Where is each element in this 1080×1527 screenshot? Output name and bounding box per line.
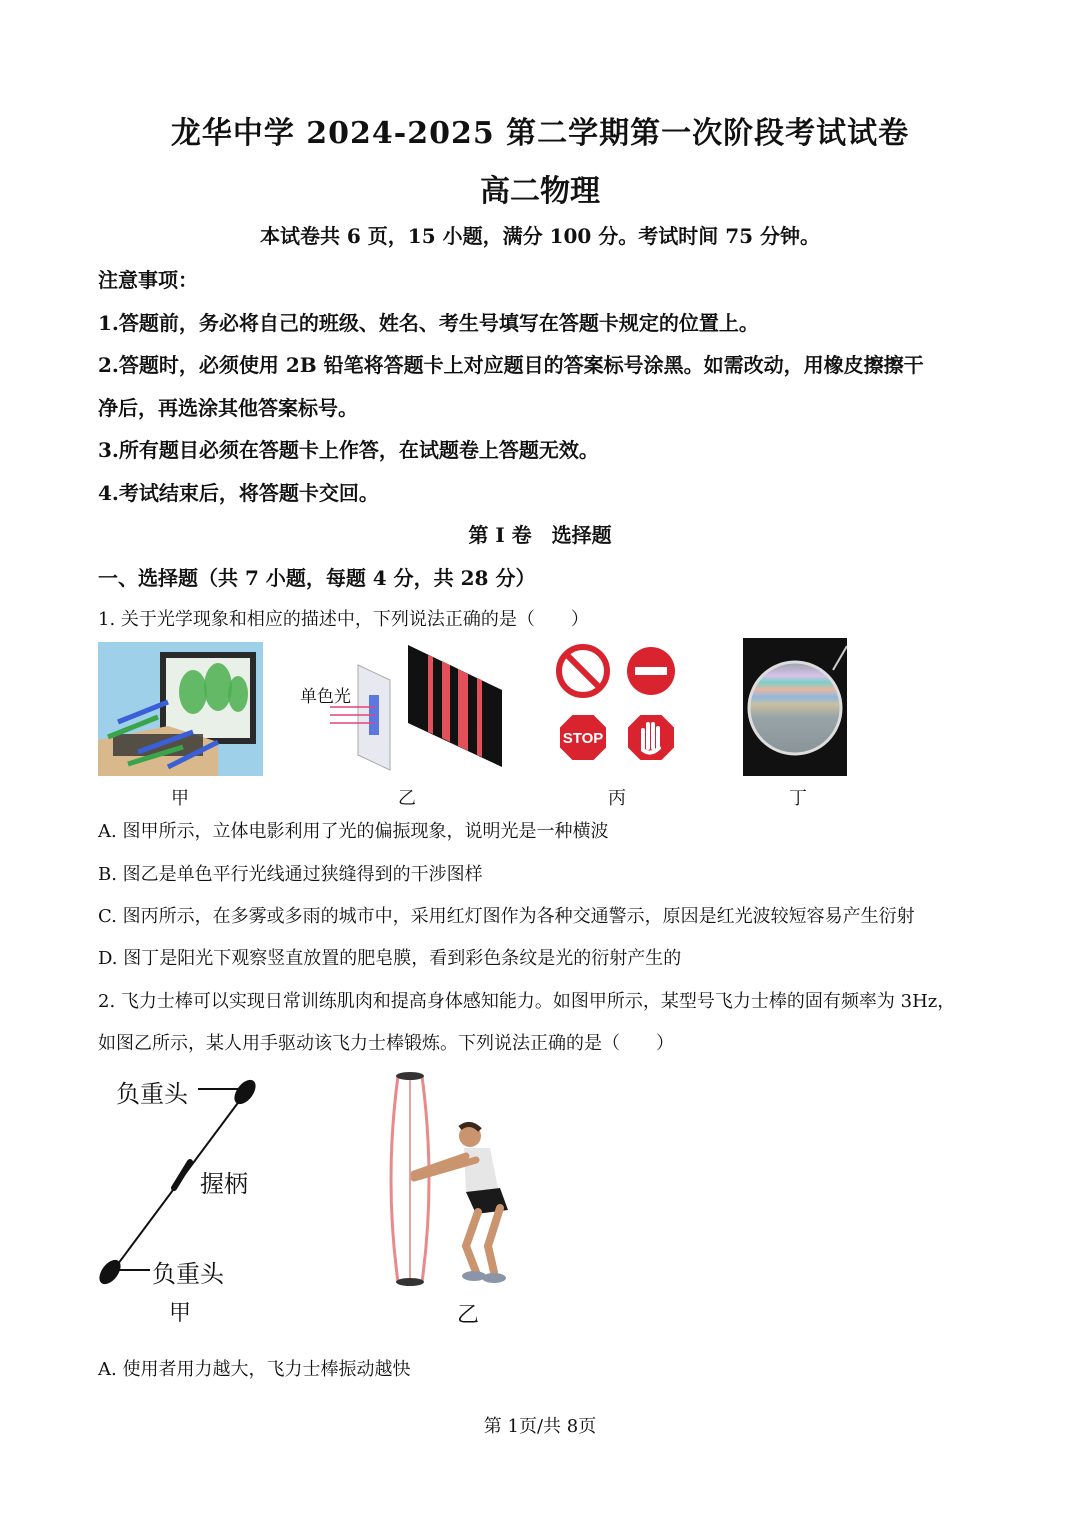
label-grip: 握柄 [200,1170,248,1198]
question-2-stem: 2. 飞力士棒可以实现日常训练肌肉和提高身体感知能力。如图甲所示，某型号飞力士棒的固有频率为 3Hz， [98,991,956,1012]
note-item: 3.所有题目必须在答题卡上作答，在试题卷上答题无效。 [98,438,599,462]
option-b: B. 图乙是单色平行光线通过狭缝得到的干涉图样 [98,864,483,885]
question-1-stem: 1. 关于光学现象和相应的描述中，下列说法正确的是（ ） [98,609,589,630]
option-a: A. 图甲所示，立体电影利用了光的偏振现象，说明光是一种横波 [98,821,609,842]
figure-caption: 甲 [168,1301,191,1326]
monochromatic-light-label: 单色光 [300,687,351,707]
figure-caption: 丙 [608,788,626,809]
note-item: 1.答题前，务必将自己的班级、姓名、考生号填写在答题卡规定的位置上。 [98,311,759,335]
label-weight-head-top: 负重头 [116,1080,188,1108]
figure-ding-soap-film [743,638,847,776]
section-title: 一、选择题（共 7 小题，每题 4 分，共 28 分） [98,566,536,590]
notes-heading: 注意事项： [98,268,198,292]
label-weight-head-bottom: 负重头 [152,1260,224,1288]
option-d: D. 图丁是阳光下观察竖直放置的肥皂膜，看到彩色条纹是光的衍射产生的 [98,948,682,969]
part-title: 第 I 卷 选择题 [468,523,612,547]
question-2-stem-cont: 如图乙所示，某人用手驱动该飞力士棒锻炼。下列说法正确的是（ ） [98,1033,674,1054]
figure-bing-traffic-signs [553,642,679,774]
option-c: C. 图丙所示，在多雾或多雨的城市中，采用红灯图作为各种交通警示，原因是红光波较短容易产生衍射 [98,906,915,927]
exam-info: 本试卷共 6 页，15 小题，满分 100 分。考试时间 75 分钟。 [259,224,821,248]
note-item: 4.考试结束后，将答题卡交回。 [98,481,379,505]
note-item: 净后，再选涂其他答案标号。 [98,396,358,420]
figure-jia-3d-glasses [98,642,263,776]
figure-caption: 乙 [456,1303,479,1328]
figure-caption: 乙 [398,788,416,809]
note-item: 2.答题时，必须使用 2B 铅笔将答题卡上对应题目的答案标号涂黑。如需改动，用橡皮擦擦干 [98,353,924,377]
figure-person-flexibar [380,1070,540,1290]
figure-caption: 甲 [171,788,189,809]
exam-title: 龙华中学 2024-2025 第二学期第一次阶段考试试卷 [170,116,910,151]
option-a: A. 使用者用力越大，飞力士棒振动越快 [98,1359,411,1380]
stop-sign-text: STOP [562,730,604,747]
page-footer: 第 1页/共 8页 [483,1416,597,1437]
figure-caption: 丁 [789,788,807,809]
figure-yi-slit-pattern [320,645,510,775]
exam-subject: 高二物理 [480,174,600,209]
